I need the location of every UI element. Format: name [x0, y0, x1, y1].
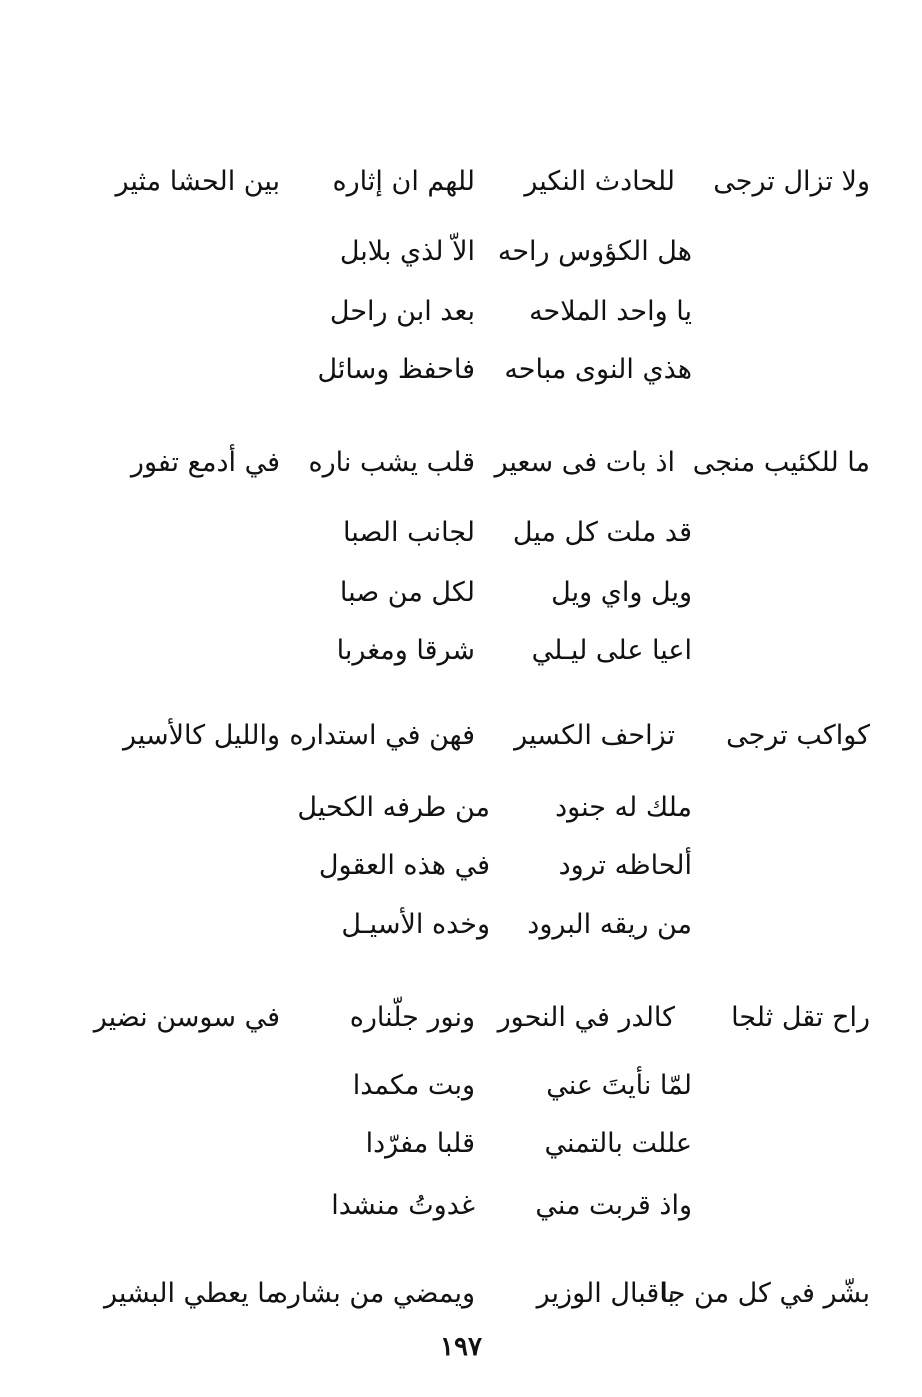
verse-part: للهم ان إثاره — [332, 166, 475, 197]
hemistich: لجانب الصبا — [342, 517, 475, 548]
short-verse-line — [300, 350, 700, 390]
verse-part: في أدمع تفور — [130, 447, 280, 478]
hemistich: من ريقه البرود — [527, 909, 692, 940]
hemistich: وخده الأسيـل — [341, 909, 490, 940]
short-verse-line — [297, 788, 700, 828]
short-verse-line — [300, 1066, 700, 1106]
long-verse-line — [130, 443, 870, 483]
short-verse-line — [300, 1124, 700, 1164]
short-verse-line — [300, 846, 700, 886]
verse-part: ونور جلّناره — [349, 1002, 475, 1033]
verse-part: كالدر في النحور — [497, 1002, 675, 1033]
hemistich: هل الكؤوس راحه — [497, 236, 692, 267]
verse-part: باقبال الوزير — [536, 1278, 675, 1309]
hemistich: شرقا ومغربا — [336, 635, 475, 666]
hemistich: ألحاظه ترود — [558, 850, 692, 881]
verse-part: والليل كالأسير — [122, 720, 280, 751]
verse-part: ولا تزال ترجى — [713, 166, 870, 197]
verse-part: في سوسن نضير — [93, 1002, 280, 1033]
verse-part: اذ بات فى سعير — [494, 447, 675, 478]
hemistich: فاحفظ وسائل — [317, 354, 475, 385]
page-number: ١٩٧ — [440, 1332, 482, 1362]
hemistich: ويل واي ويل — [551, 577, 692, 608]
short-verse-line — [300, 905, 700, 945]
hemistich: ملك له جنود — [555, 792, 692, 823]
hemistich: بعد ابن راحل — [329, 296, 475, 327]
verse-part: تزاحف الكسير — [514, 720, 675, 751]
verse-part: بين الحشا مثير — [115, 166, 280, 197]
short-verse-line — [300, 513, 700, 553]
verse-part: كواكب ترجى — [726, 720, 870, 751]
long-verse-line — [122, 716, 870, 756]
verse-part: ما يعطي البشير — [103, 1278, 280, 1309]
long-verse-line — [103, 1274, 870, 1314]
hemistich: الاّ لذي بلابل — [339, 236, 475, 267]
hemistich: اعيا على ليـلي — [531, 635, 692, 666]
hemistich: غدوتُ منشدا — [331, 1190, 475, 1221]
long-verse-line — [115, 162, 870, 202]
short-verse-line — [300, 573, 700, 613]
verse-part: فهن في استداره — [289, 720, 475, 751]
hemistich: قلبا مفرّدا — [365, 1128, 475, 1159]
hemistich: في هذه العقول — [318, 850, 490, 881]
hemistich: عللت بالتمني — [544, 1128, 692, 1159]
short-verse-line — [300, 232, 700, 272]
verse-part: بشّر في كل من جا — [660, 1278, 870, 1309]
hemistich: من طرفه الكحيل — [297, 792, 490, 823]
hemistich: وبت مكمدا — [352, 1070, 475, 1101]
short-verse-line — [300, 631, 700, 671]
verse-part: ما للكئيب منجى — [692, 447, 870, 478]
verse-part: قلب يشب ناره — [308, 447, 475, 478]
verse-part: ويمضي من بشاره — [273, 1278, 475, 1309]
hemistich: لكل من صبا — [339, 577, 475, 608]
short-verse-line — [300, 1186, 700, 1226]
short-verse-line — [300, 292, 700, 332]
verse-part: راح تقل ثلجا — [731, 1002, 870, 1033]
hemistich: واذ قربت مني — [535, 1190, 692, 1221]
verse-part: للحادث النكير — [524, 166, 675, 197]
long-verse-line — [93, 998, 870, 1038]
hemistich: هذي النوى مباحه — [504, 354, 692, 385]
hemistich: قد ملت كل ميل — [512, 517, 692, 548]
hemistich: يا واحد الملاحه — [529, 296, 692, 327]
hemistich: لمّا نأيتَ عني — [546, 1070, 692, 1101]
